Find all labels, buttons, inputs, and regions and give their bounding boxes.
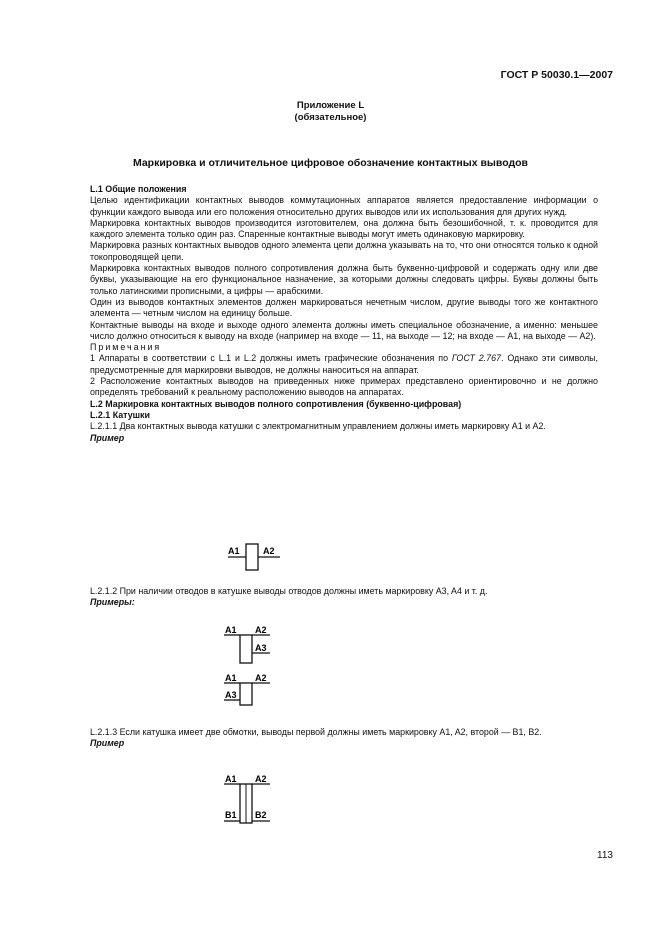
terminal-label-a1: A1 [225, 774, 237, 784]
paragraph: L.2.1.1 Два контактных вывода катушки с электромагнитным управлением должны иметь маркировку A1 и A2. [90, 421, 546, 432]
paragraph: Целью идентификации контактных выводов коммутационных аппаратов является предоставление информации о функции каждого вывода или его положения относительно других выводов или их использования для других нужд. [90, 195, 598, 217]
appendix-heading [0, 100, 661, 124]
coil-diagram-tap-2 [220, 672, 280, 708]
terminal-label-a1: A1 [228, 546, 240, 556]
coil-diagram-two-windings [220, 772, 280, 828]
note-1: 1 Аппараты в соответствии с L.1 и L.2 должны иметь графические обозначения по ГОСТ 2.767. Однако эти символы, предусмотренные для маркировки выводов, не должны наноситься на аппарат. [90, 353, 598, 375]
coil-diagram-1 [220, 540, 290, 572]
paragraph: Контактные выводы на входе и выходе одного элемента должны иметь специальное обозначение, а именно: меньшее число должно относиться к выводу на входе (например на входе — 11, на выходе — 12; на входе — A1, на выходе — A2). [90, 319, 598, 341]
page-title: Маркировка и отличительное цифровое обозначение контактных выводов [132, 157, 529, 169]
body-text-3 [90, 727, 598, 750]
terminal-label-a3: A3 [255, 643, 267, 653]
paragraph: Один из выводов контактных элементов должен маркироваться нечетным числом, другие выводы того же контактного элемента — четным числом на единицу больше. [90, 296, 598, 319]
terminal-label-b1: B1 [225, 810, 237, 820]
page-number: 113 [597, 850, 613, 861]
section-l2-heading: L.2 Маркировка контактных выводов полного сопротивления (буквенно-цифровая) [90, 398, 462, 409]
appendix-status: (обязательное) [294, 112, 367, 123]
terminal-label-a2: A2 [255, 625, 267, 635]
document-code: ГОСТ Р 50030.1—2007 [500, 69, 613, 81]
terminal-label-a2: A2 [255, 673, 267, 683]
section-l21-heading: L.2.1 Катушки [90, 409, 150, 420]
section-l1-heading: L.1 Общие положения [90, 184, 187, 194]
example-label: Пример [90, 738, 125, 749]
notes-label: Примечания [90, 342, 162, 353]
paragraph: Маркировка разных контактных выводов одного элемента цепи должна указывать на то, что они относятся только к одной токопроводящей цепи. [90, 240, 598, 262]
paragraph: Маркировка контактных выводов полного сопротивления должна быть буквенно-цифровой и содержать одну или две буквы, указывающие на его функциональное назначение, за которыми должны следовать цифры. Буквы должны быть только латинскими прописными, а цифры — арабскими. [90, 263, 598, 296]
paragraph: Маркировка контактных выводов производится изготовителем, она должна быть безошибочной, т. к. проводится для каждого элемента только один раз. Спаренные контактные выводы могут иметь одинаковую маркировку. [90, 217, 598, 240]
paragraph: L.2.1.3 Если катушка имеет две обмотки, выводы первой должны иметь маркировку A1, A2, второй — B1, B2. [90, 727, 542, 737]
appendix-label: Приложение L [296, 100, 365, 111]
terminal-label-b2: B2 [255, 810, 267, 820]
terminal-label-a1: A1 [225, 625, 237, 635]
terminal-label-a1: A1 [225, 673, 237, 683]
example-label: Примеры: [90, 597, 135, 608]
terminal-label-a2: A2 [263, 546, 275, 556]
body-text-2 [90, 586, 598, 609]
terminal-label-a3: A3 [225, 690, 237, 700]
note-2: 2 Расположение контактных выводов на приведенных ниже примерах представлено ориентировочно и не должно определять требований к реальному расположению выводов на аппаратах. [90, 376, 598, 398]
standard-reference: ГОСТ 2.767 [451, 353, 501, 364]
coil-diagram-tap-1 [220, 622, 280, 666]
paragraph: L.2.1.2 При наличии отводов в катушке выводы отводов должны иметь маркировку A3, A4 и т. д. [90, 586, 488, 596]
body-text [90, 184, 598, 444]
terminal-label-a2: A2 [255, 774, 267, 784]
example-label: Пример [90, 432, 125, 443]
